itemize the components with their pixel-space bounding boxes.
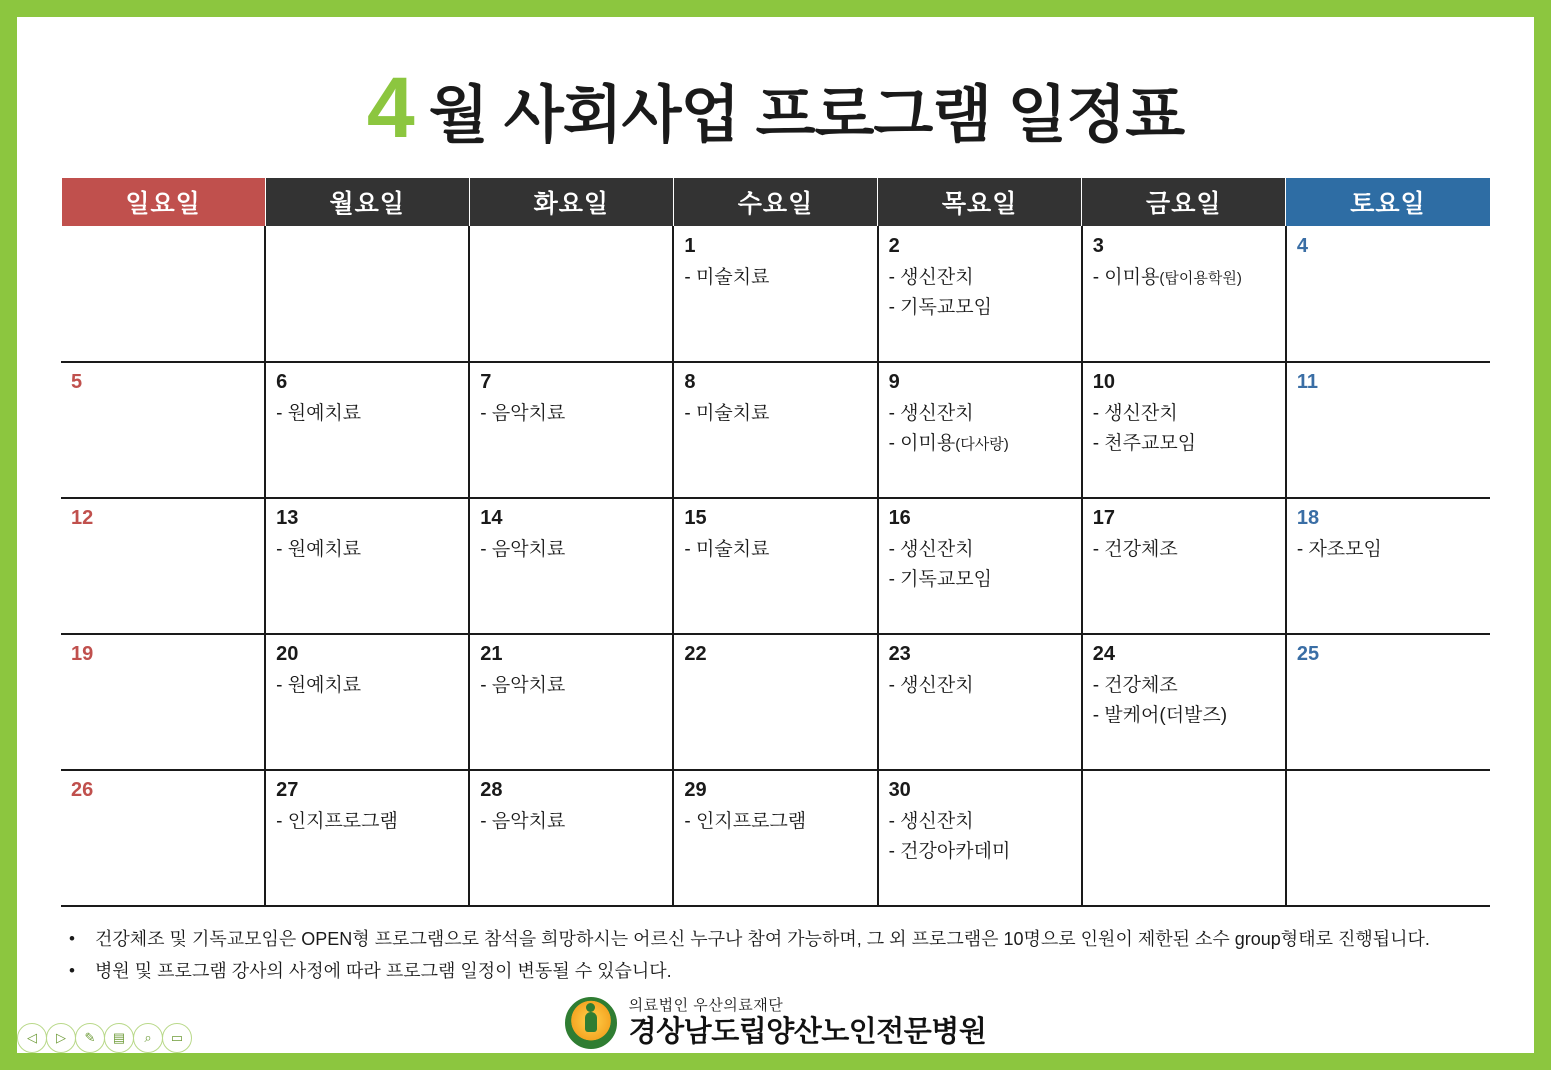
calendar-day-cell[interactable] bbox=[1082, 498, 1286, 634]
day-number: 10 bbox=[1092, 371, 1115, 393]
event-label: - 음악치료 bbox=[480, 811, 566, 832]
event-label: - 건강아카데미 bbox=[888, 841, 1011, 862]
event-item bbox=[889, 837, 1075, 867]
calendar-day-cell[interactable] bbox=[61, 227, 265, 363]
fullscreen-icon[interactable]: ▭ bbox=[162, 1023, 192, 1053]
calendar-day-cell[interactable] bbox=[265, 634, 469, 770]
hospital-name: 경상남도립양산노인전문병원 bbox=[628, 1016, 987, 1048]
calendar-day-cell[interactable] bbox=[878, 770, 1082, 906]
prev-page-button[interactable]: ◁ bbox=[17, 1023, 47, 1053]
event-item bbox=[684, 399, 870, 429]
day-number: 28 bbox=[480, 779, 503, 801]
calendar-day-cell[interactable] bbox=[673, 362, 877, 498]
notes-list bbox=[69, 923, 1534, 987]
note-item bbox=[69, 955, 1534, 987]
event-item bbox=[684, 535, 870, 565]
day-number: 24 bbox=[1092, 643, 1115, 665]
page-title bbox=[17, 55, 1534, 156]
day-number: 27 bbox=[276, 779, 299, 801]
event-item bbox=[480, 535, 666, 565]
event-label: - 생신잔치 bbox=[1092, 403, 1178, 424]
event-label: - 음악치료 bbox=[480, 539, 566, 560]
day-number: 17 bbox=[1092, 507, 1115, 529]
day-number: 7 bbox=[480, 371, 492, 393]
hospital-logo-icon bbox=[565, 997, 617, 1049]
foundation-name: 의료법인 우산의료재단 bbox=[628, 997, 784, 1014]
event-label: - 미술치료 bbox=[684, 403, 770, 424]
day-number: 22 bbox=[684, 643, 707, 665]
weekday-header-monday: 월요일 bbox=[265, 178, 469, 227]
event-item bbox=[889, 429, 1075, 460]
calendar-week-row bbox=[61, 498, 1490, 634]
event-label: - 미술치료 bbox=[684, 539, 770, 560]
event-label: - 천주교모임 bbox=[1092, 433, 1197, 454]
calendar-day-cell[interactable] bbox=[1286, 770, 1490, 906]
viewer-toolbar[interactable] bbox=[17, 1023, 191, 1053]
event-sublabel: (다사랑) bbox=[955, 436, 1009, 453]
calendar-day-cell[interactable] bbox=[265, 770, 469, 906]
event-item bbox=[276, 399, 462, 429]
calendar-day-cell[interactable] bbox=[469, 634, 673, 770]
event-label: - 생신잔치 bbox=[888, 675, 974, 696]
event-item bbox=[1093, 399, 1279, 429]
calendar-day-cell[interactable] bbox=[1082, 227, 1286, 363]
event-item bbox=[276, 535, 462, 565]
event-item bbox=[1093, 429, 1279, 459]
day-number: 26 bbox=[71, 779, 94, 801]
calendar-day-cell[interactable] bbox=[265, 498, 469, 634]
calendar-day-cell[interactable] bbox=[878, 498, 1082, 634]
calendar-day-cell[interactable] bbox=[673, 770, 877, 906]
bullet-icon: • bbox=[69, 929, 75, 948]
event-item bbox=[889, 671, 1075, 701]
day-number: 1 bbox=[684, 235, 696, 257]
event-item bbox=[480, 671, 666, 701]
calendar-day-cell[interactable] bbox=[1286, 498, 1490, 634]
event-label: - 생신잔치 bbox=[888, 267, 974, 288]
calendar-day-cell[interactable] bbox=[61, 362, 265, 498]
note-text: 병원 및 프로그램 강사의 사정에 따라 프로그램 일정이 변동될 수 있습니다. bbox=[95, 961, 672, 981]
event-label: - 생신잔치 bbox=[888, 403, 974, 424]
event-label: - 건강체조 bbox=[1092, 675, 1178, 696]
event-item bbox=[889, 807, 1075, 837]
event-item bbox=[480, 399, 666, 429]
event-item bbox=[276, 807, 462, 837]
calendar-day-cell[interactable] bbox=[1286, 362, 1490, 498]
event-item bbox=[889, 263, 1075, 293]
footer-logo bbox=[17, 997, 1534, 1049]
event-label: - 음악치료 bbox=[480, 675, 566, 696]
day-number: 12 bbox=[71, 507, 94, 529]
event-label: - 인지프로그램 bbox=[684, 811, 807, 832]
day-number: 16 bbox=[888, 507, 911, 529]
day-number: 20 bbox=[276, 643, 299, 665]
calendar-day-cell[interactable] bbox=[673, 634, 877, 770]
event-sublabel: (탑이용학원) bbox=[1159, 270, 1242, 287]
title-main-text: 월 사회사업 프로그램 일정표 bbox=[428, 81, 1185, 150]
event-label: - 이미용 bbox=[1092, 267, 1160, 288]
event-label: - 미술치료 bbox=[684, 267, 770, 288]
event-item bbox=[1297, 535, 1484, 565]
calendar-day-cell[interactable] bbox=[1286, 227, 1490, 363]
weekday-header-friday: 금요일 bbox=[1082, 178, 1286, 227]
weekday-header-tuesday: 화요일 bbox=[469, 178, 673, 227]
event-label: - 이미용 bbox=[888, 433, 956, 454]
day-number: 8 bbox=[684, 371, 696, 393]
event-item bbox=[889, 535, 1075, 565]
weekday-header-wednesday: 수요일 bbox=[673, 178, 877, 227]
next-page-button[interactable]: ▷ bbox=[46, 1023, 76, 1053]
event-label: - 기독교모임 bbox=[888, 569, 992, 590]
event-item bbox=[889, 565, 1075, 595]
event-item bbox=[1093, 535, 1279, 565]
calendar-day-cell[interactable] bbox=[878, 227, 1082, 363]
day-number: 2 bbox=[888, 235, 900, 257]
event-label: - 인지프로그램 bbox=[276, 811, 398, 832]
event-label: - 생신잔치 bbox=[888, 811, 974, 832]
weekday-header-sunday: 일요일 bbox=[61, 178, 265, 227]
event-item bbox=[1093, 263, 1279, 294]
calendar-week-row bbox=[61, 362, 1490, 498]
event-label: - 건강체조 bbox=[1092, 539, 1178, 560]
poster-page bbox=[17, 17, 1534, 1053]
event-item bbox=[684, 263, 870, 293]
event-item bbox=[889, 399, 1075, 429]
event-label: - 생신잔치 bbox=[888, 539, 974, 560]
day-number: 5 bbox=[71, 371, 83, 393]
calendar-day-cell[interactable] bbox=[61, 634, 265, 770]
event-item bbox=[684, 807, 870, 837]
event-label: - 자조모임 bbox=[1296, 539, 1382, 560]
calendar-week-row bbox=[61, 227, 1490, 363]
calendar-day-cell[interactable] bbox=[469, 227, 673, 363]
event-item bbox=[276, 671, 462, 701]
title-month-number: 4 bbox=[366, 60, 413, 156]
event-label: - 기독교모임 bbox=[888, 297, 992, 318]
calendar-day-cell[interactable] bbox=[1082, 770, 1286, 906]
calendar-week-row bbox=[61, 770, 1490, 906]
calendar-body bbox=[61, 227, 1490, 907]
note-item bbox=[69, 923, 1534, 955]
day-number: 21 bbox=[480, 643, 503, 665]
event-item bbox=[1093, 671, 1279, 701]
print-icon[interactable]: ▤ bbox=[104, 1023, 134, 1053]
event-label: - 원예치료 bbox=[276, 539, 362, 560]
calendar-week-row bbox=[61, 634, 1490, 770]
calendar-day-cell[interactable] bbox=[673, 227, 877, 363]
edit-icon[interactable]: ✎ bbox=[75, 1023, 105, 1053]
day-number: 19 bbox=[71, 643, 94, 665]
day-number: 11 bbox=[1296, 371, 1318, 393]
day-number: 4 bbox=[1296, 235, 1308, 257]
day-number: 18 bbox=[1296, 507, 1320, 529]
calendar-table bbox=[61, 177, 1491, 907]
search-icon[interactable]: ⌕ bbox=[133, 1023, 163, 1053]
calendar-day-cell[interactable] bbox=[673, 498, 877, 634]
calendar-header-row bbox=[61, 178, 1490, 227]
calendar-day-cell[interactable] bbox=[1286, 634, 1490, 770]
calendar-day-cell[interactable] bbox=[1082, 634, 1286, 770]
event-label: - 발케어(더발즈) bbox=[1092, 705, 1228, 726]
calendar-day-cell[interactable] bbox=[878, 362, 1082, 498]
calendar-day-cell[interactable] bbox=[469, 770, 673, 906]
event-label: - 원예치료 bbox=[276, 675, 362, 696]
bullet-icon: • bbox=[69, 961, 75, 980]
event-item bbox=[1093, 701, 1279, 731]
day-number: 13 bbox=[276, 507, 299, 529]
day-number: 25 bbox=[1296, 643, 1320, 665]
footer-text bbox=[629, 997, 987, 1049]
calendar-day-cell[interactable] bbox=[1082, 362, 1286, 498]
event-item bbox=[480, 807, 666, 837]
day-number: 15 bbox=[684, 507, 707, 529]
day-number: 23 bbox=[888, 643, 911, 665]
calendar-day-cell[interactable] bbox=[61, 498, 265, 634]
weekday-header-saturday: 토요일 bbox=[1286, 178, 1490, 227]
calendar-day-cell[interactable] bbox=[265, 362, 469, 498]
calendar-day-cell[interactable] bbox=[469, 498, 673, 634]
event-item bbox=[889, 293, 1075, 323]
day-number: 3 bbox=[1092, 235, 1104, 257]
note-text: 건강체조 및 기독교모임은 OPEN형 프로그램으로 참석을 희망하시는 어르신 누구나 참여 가능하며, 그 외 프로그램은 10명으로 인원이 제한된 소수 group형태로 진행됩니다. bbox=[95, 929, 1430, 949]
calendar-day-cell[interactable] bbox=[61, 770, 265, 906]
day-number: 6 bbox=[276, 371, 288, 393]
event-label: - 음악치료 bbox=[480, 403, 566, 424]
calendar-day-cell[interactable] bbox=[878, 634, 1082, 770]
event-label: - 원예치료 bbox=[276, 403, 362, 424]
day-number: 30 bbox=[888, 779, 911, 801]
weekday-header-thursday: 목요일 bbox=[878, 178, 1082, 227]
calendar-day-cell[interactable] bbox=[469, 362, 673, 498]
day-number: 9 bbox=[888, 371, 900, 393]
day-number: 14 bbox=[480, 507, 503, 529]
calendar-day-cell[interactable] bbox=[265, 227, 469, 363]
day-number: 29 bbox=[684, 779, 707, 801]
